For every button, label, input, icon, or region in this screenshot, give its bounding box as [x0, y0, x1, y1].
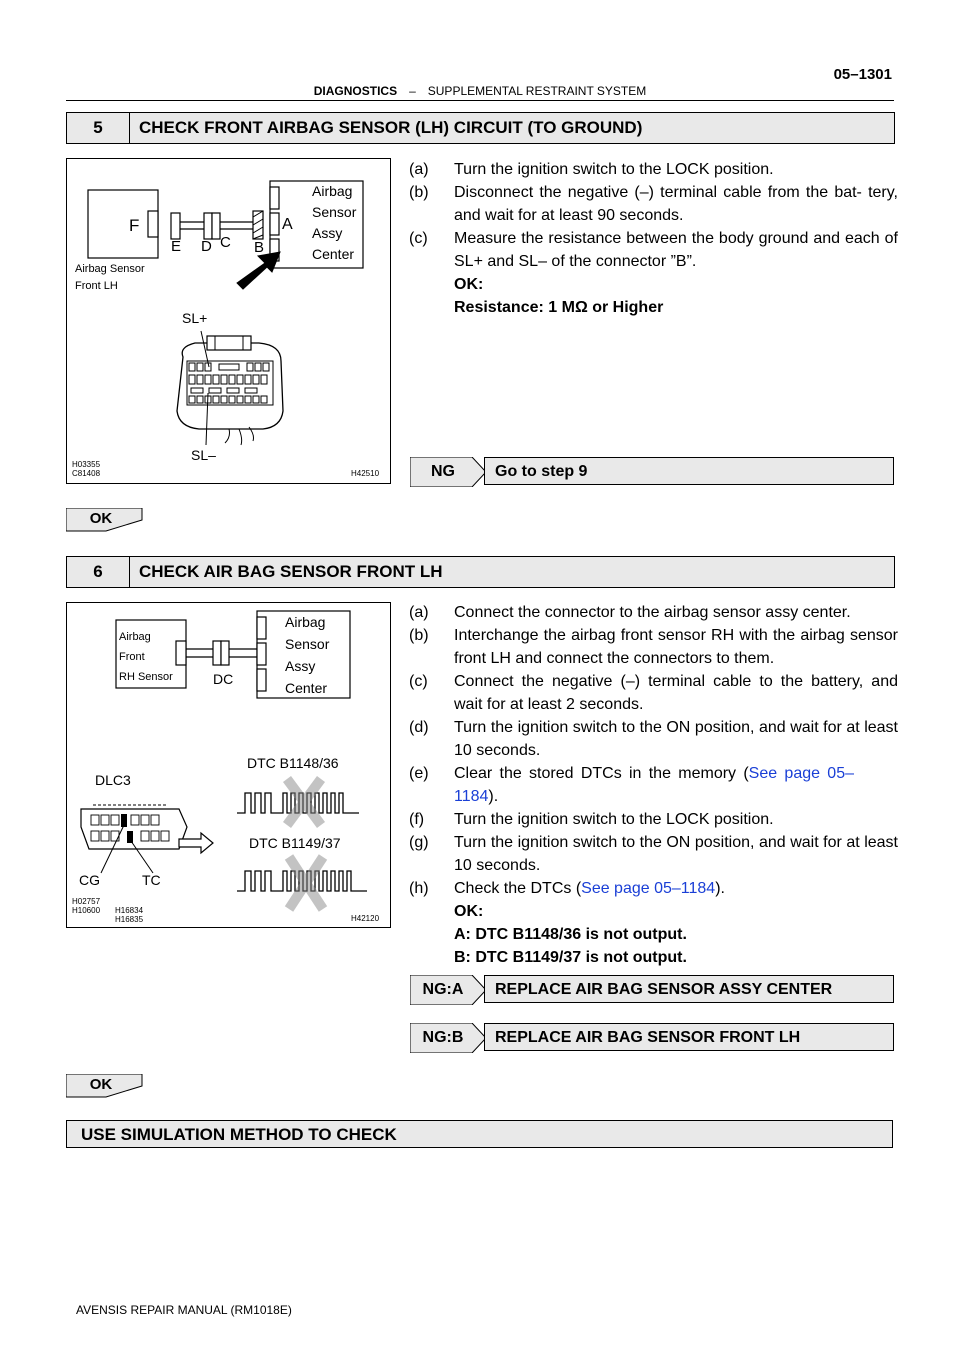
ok-badge-label: OK — [89, 1076, 113, 1093]
ng-b-label: NG:B — [422, 1029, 464, 1046]
instruction-letter: (c) — [409, 230, 428, 247]
step-6-number: 6 — [67, 557, 130, 587]
sensor-label-line: RH Sensor — [119, 671, 173, 683]
center-label-line: Sensor — [312, 204, 357, 220]
pointer-arrow — [237, 252, 280, 289]
ok-badge-label: OK — [89, 510, 113, 527]
connector-d — [204, 213, 212, 239]
instruction-text — [454, 762, 854, 808]
instruction-text-part: ). — [488, 788, 499, 805]
ok-spec-a: A: DTC B1148/36 is not output. — [454, 926, 687, 943]
instruction-text: Turn the ignition switch to the LOCK position. — [454, 161, 774, 178]
ok-spec: Resistance: 1 MΩ or Higher — [454, 299, 664, 316]
instruction-letter: (b) — [409, 184, 429, 201]
header-separator: – — [409, 84, 416, 98]
instruction-text-part: Clear the stored DTCs in the memory ( — [454, 765, 749, 782]
instruction-letter: (g) — [409, 834, 429, 851]
see-page-link[interactable]: See page 05–1184 — [454, 765, 854, 805]
ok-label: OK: — [454, 276, 484, 293]
ng-a-action: REPLACE AIR BAG SENSOR ASSY CENTER — [484, 975, 894, 1003]
instruction-letter: (a) — [409, 604, 429, 621]
instruction-text: Turn the ignition switch to the LOCK position. — [454, 811, 774, 828]
dlc3-label: DLC3 — [95, 772, 131, 788]
sensor-label-line: Airbag — [119, 631, 151, 643]
header-rule — [66, 100, 894, 101]
center-label-line: Assy — [285, 658, 316, 674]
ng-b-action: REPLACE AIR BAG SENSOR FRONT LH — [484, 1023, 894, 1051]
ng-result-row — [410, 457, 895, 487]
front-sensor-label-2: Front LH — [75, 280, 118, 292]
instruction-text: Interchange the airbag front sensor RH with the airbag sensor front LH and connect the connectors to them. — [454, 627, 898, 667]
ng-a-label: NG:A — [422, 981, 464, 998]
dc-label: DC — [213, 671, 234, 687]
center-sensor-label — [312, 181, 356, 265]
tc-label: TC — [142, 872, 161, 888]
front-sensor-label-1: Airbag Sensor — [75, 263, 145, 275]
dtc-b1148-label: DTC B1148/36 — [247, 755, 339, 771]
connector-e — [171, 213, 180, 239]
step-5-figure — [66, 158, 391, 484]
step-5-title: CHECK FRONT AIRBAG SENSOR (LH) CIRCUIT (TO GROUND) — [139, 118, 643, 137]
instruction-text-part: Check the DTCs ( — [454, 880, 582, 897]
instruction-text — [454, 877, 898, 900]
center-label-line: Airbag — [285, 614, 326, 630]
final-action: USE SIMULATION METHOD TO CHECK — [66, 1120, 893, 1148]
instruction-text-part: ). — [715, 880, 725, 897]
instruction-letter: (d) — [409, 719, 429, 736]
ng-a-result-row — [410, 975, 895, 1005]
connector-letter-a: A — [282, 216, 293, 233]
ng-b-result-row — [410, 1023, 895, 1053]
instruction-text: Disconnect the negative (–) terminal cable from the bat- tery, and wait for at least 90 seconds. — [454, 184, 898, 224]
ok-badge — [66, 508, 146, 532]
instruction-letter: (e) — [409, 765, 429, 782]
instruction-letter: (c) — [409, 673, 428, 690]
pin-sl-plus-label: SL+ — [182, 310, 208, 326]
see-page-link[interactable]: See page 05–1184 — [581, 880, 716, 897]
connector-letter-d: D — [201, 238, 212, 255]
connector-c — [212, 213, 220, 239]
dtc-b1149-label: DTC B1149/37 — [249, 835, 341, 851]
instruction-text: Connect the connector to the airbag sensor assy center. — [454, 604, 851, 621]
step-5-header — [66, 112, 895, 144]
center-label-line: Assy — [312, 225, 343, 241]
instruction-text: Connect the negative (–) terminal cable to the battery, and wait for at least 2 seconds. — [454, 673, 898, 713]
instruction-text: Measure the resistance between the body ground and each of SL+ and SL– of the connector ”B”. — [454, 230, 898, 270]
center-label-line: Center — [285, 680, 328, 696]
figure-code-5: H42120 — [351, 914, 380, 923]
figure-code-2: H10600 — [72, 906, 101, 915]
ok-label: OK: — [454, 903, 484, 920]
step-5-instructions — [409, 158, 899, 328]
step-5-number: 5 — [67, 113, 130, 143]
figure-code-3: H16834 — [115, 906, 144, 915]
connector-letter-b: B — [254, 239, 265, 256]
instruction-letter: (h) — [409, 880, 429, 897]
step-6-header — [66, 556, 895, 588]
figure-code-2: C81408 — [72, 469, 101, 478]
connector-letter-e: E — [171, 238, 182, 255]
ok-badge — [66, 1074, 146, 1098]
front-rh-sensor-label — [119, 627, 173, 687]
ok-spec-b: B: DTC B1149/37 is not output. — [454, 949, 687, 966]
connector-b — [253, 211, 263, 239]
running-header — [0, 84, 960, 98]
instruction-text: Turn the ignition switch to the ON position, and wait for at least 10 seconds. — [454, 719, 898, 759]
page-number: 05–1301 — [833, 66, 892, 83]
figure-code-1: H03355 — [72, 460, 101, 469]
ng-action: Go to step 9 — [484, 457, 894, 485]
instruction-letter: (f) — [409, 811, 425, 828]
instruction-letter: (b) — [409, 627, 429, 644]
dtc-diagram — [67, 603, 390, 927]
figure-code-3: H42510 — [351, 469, 380, 478]
step-6-figure — [66, 602, 391, 928]
step-6-instructions — [409, 601, 899, 971]
instruction-letter: (a) — [409, 161, 429, 178]
figure-code-4: H16835 — [115, 915, 144, 924]
header-section: DIAGNOSTICS — [313, 84, 398, 98]
sensor-label-line: Front — [119, 651, 145, 663]
pin-sl-minus-label: SL– — [191, 447, 216, 463]
center-label-line: Sensor — [285, 636, 330, 652]
cg-label: CG — [79, 872, 100, 888]
center-label-line: Airbag — [312, 183, 353, 199]
header-subsection: SUPPLEMENTAL RESTRAINT SYSTEM — [427, 84, 647, 98]
footer: AVENSIS REPAIR MANUAL (RM1018E) — [76, 1303, 292, 1317]
instruction-text: Turn the ignition switch to the ON position, and wait for at least 10 seconds. — [454, 834, 898, 874]
ng-label: NG — [431, 463, 455, 480]
figure-code-1: H02757 — [72, 897, 101, 906]
center-label-line: Center — [312, 246, 355, 262]
connector-letter-f: F — [129, 216, 140, 235]
step-6-title: CHECK AIR BAG SENSOR FRONT LH — [139, 562, 443, 581]
center-sensor-label — [285, 611, 329, 699]
connector-letter-c: C — [220, 234, 231, 251]
